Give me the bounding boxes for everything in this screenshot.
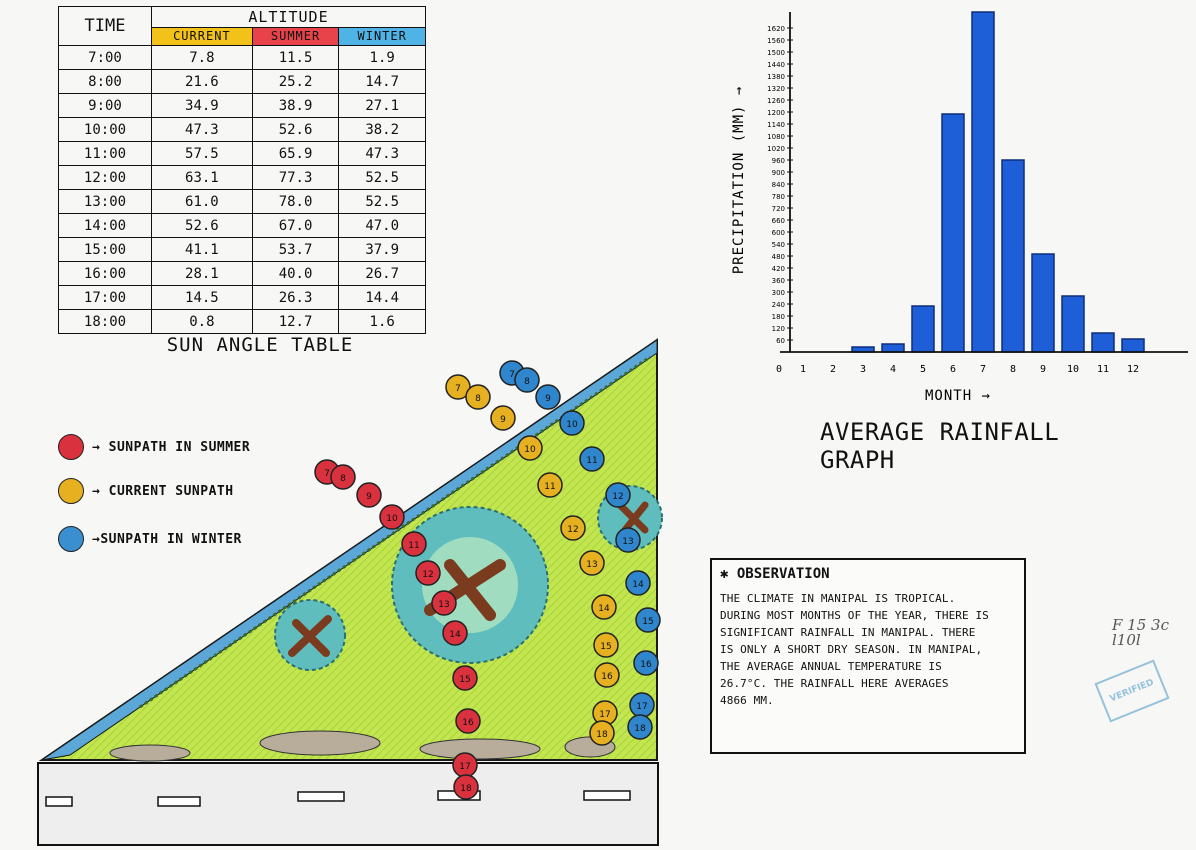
current-marker [580, 551, 604, 575]
table-row [59, 46, 426, 70]
cell-winter: 38.2 [339, 118, 426, 142]
winter-marker [560, 411, 584, 435]
x-tick-label: 10 [1066, 364, 1080, 375]
bar-month-6 [942, 114, 964, 352]
cell-time: 8:00 [59, 70, 152, 94]
current-marker-label: 16 [601, 672, 613, 682]
winter-marker [628, 715, 652, 739]
table-row [59, 310, 426, 334]
winter-marker-label: 11 [586, 456, 598, 466]
table-row [59, 166, 426, 190]
current-marker-label: 11 [544, 482, 556, 492]
y-tick-label: 360 [771, 277, 785, 285]
origin-label: 0 [776, 364, 783, 375]
legend-label: → CURRENT SUNPATH [92, 483, 234, 499]
bar-month-10 [1062, 296, 1084, 352]
bar-month-11 [1092, 333, 1114, 352]
y-tick-label: 420 [771, 265, 785, 273]
cell-current: 34.9 [152, 94, 253, 118]
y-tick-label: 660 [771, 217, 785, 225]
cell-time: 10:00 [59, 118, 152, 142]
current-marker-label: 12 [567, 525, 579, 535]
altitude-col-summer: SUMMER [252, 27, 339, 45]
cell-time: 15:00 [59, 238, 152, 262]
table-caption: SUN ANGLE TABLE [166, 334, 354, 356]
cell-winter: 52.5 [339, 166, 426, 190]
x-tick-label: 2 [829, 364, 837, 375]
winter-marker [536, 385, 560, 409]
cell-time: 13:00 [59, 190, 152, 214]
cell-summer: 77.3 [252, 166, 339, 190]
y-tick-label: 540 [771, 241, 785, 249]
observation-line: DURING MOST MONTHS OF THE YEAR, THERE IS [720, 609, 989, 622]
current-marker-label: 7 [455, 384, 461, 394]
y-tick-label: 240 [771, 301, 785, 309]
cell-winter: 37.9 [339, 238, 426, 262]
y-tick-label: 600 [771, 229, 785, 237]
cell-time: 17:00 [59, 286, 152, 310]
cell-summer: 12.7 [252, 310, 339, 334]
y-tick-label: 1200 [767, 109, 785, 117]
y-tick-label: 480 [771, 253, 785, 261]
summer-marker-label: 7 [324, 469, 330, 479]
x-tick-label: 9 [1039, 364, 1047, 375]
cell-winter: 52.5 [339, 190, 426, 214]
cell-current: 28.1 [152, 262, 253, 286]
current-marker [518, 436, 542, 460]
winter-marker-label: 15 [642, 617, 654, 627]
cell-time: 14:00 [59, 214, 152, 238]
x-tick-label: 12 [1126, 364, 1140, 375]
summer-marker [416, 561, 440, 585]
verified-stamp: VERIFIED [1094, 660, 1169, 723]
cell-current: 14.5 [152, 286, 253, 310]
altitude-col-winter: WINTER [339, 27, 426, 45]
table-row [59, 214, 426, 238]
current-marker-label: 8 [475, 394, 481, 404]
x-tick-label: 8 [1009, 364, 1017, 375]
bar-month-9 [1032, 254, 1054, 352]
observation-line: SIGNIFICANT RAINFALL IN MANIPAL. THERE [720, 626, 976, 639]
winter-marker [630, 693, 654, 717]
cell-time: 18:00 [59, 310, 152, 334]
cell-winter: 14.4 [339, 286, 426, 310]
cell-summer: 40.0 [252, 262, 339, 286]
summer-marker-label: 16 [462, 718, 474, 728]
y-tick-label: 900 [771, 169, 785, 177]
y-tick-label: 1620 [767, 25, 785, 33]
cell-winter: 14.7 [339, 70, 426, 94]
bar-month-7 [972, 12, 994, 352]
cell-winter: 1.9 [339, 46, 426, 70]
altitude-header: ALTITUDE [152, 7, 426, 28]
bar-month-4 [882, 344, 904, 352]
winter-marker-label: 9 [545, 394, 551, 404]
rainfall-chart [700, 0, 1196, 410]
bar-month-5 [912, 306, 934, 352]
y-tick-label: 1440 [767, 61, 785, 69]
summer-marker-label: 11 [408, 541, 420, 551]
summer-marker-label: 10 [386, 514, 398, 524]
legend-label: → SUNPATH IN SUMMER [92, 439, 251, 455]
cell-summer: 53.7 [252, 238, 339, 262]
sun-angle-table [58, 6, 426, 334]
table-row [59, 286, 426, 310]
winter-marker [580, 447, 604, 471]
summer-marker [456, 709, 480, 733]
y-tick-label: 780 [771, 193, 785, 201]
observation-body [720, 590, 1016, 709]
summer-marker [454, 775, 478, 799]
summer-marker-label: 17 [459, 762, 471, 772]
winter-marker-label: 7 [509, 370, 515, 380]
y-axis-label: PRECIPITATION (MM) → [731, 85, 747, 275]
cell-summer: 38.9 [252, 94, 339, 118]
current-marker-label: 18 [596, 730, 608, 740]
table-row [59, 190, 426, 214]
summer-marker-label: 14 [449, 630, 461, 640]
cell-current: 61.0 [152, 190, 253, 214]
x-tick-label: 6 [949, 364, 957, 375]
current-marker-label: 10 [524, 445, 536, 455]
y-tick-label: 1320 [767, 85, 785, 93]
current-marker [466, 385, 490, 409]
summer-marker [432, 591, 456, 615]
observation-line: 26.7°C. THE RAINFALL HERE AVERAGES [720, 677, 949, 690]
current-marker [590, 721, 614, 745]
winter-marker-label: 18 [634, 724, 646, 734]
summer-marker-label: 12 [422, 570, 434, 580]
summer-marker [453, 753, 477, 777]
cell-current: 21.6 [152, 70, 253, 94]
y-tick-label: 840 [771, 181, 785, 189]
x-tick-label: 1 [799, 364, 807, 375]
summer-marker [402, 532, 426, 556]
observation-line: THE AVERAGE ANNUAL TEMPERATURE IS [720, 660, 942, 673]
cell-current: 41.1 [152, 238, 253, 262]
current-marker-label: 13 [586, 560, 598, 570]
site-plan [30, 335, 670, 850]
winter-marker [606, 483, 630, 507]
cell-current: 57.5 [152, 142, 253, 166]
summer-marker [331, 465, 355, 489]
cell-current: 47.3 [152, 118, 253, 142]
cell-winter: 27.1 [339, 94, 426, 118]
x-tick-label: 5 [919, 364, 927, 375]
cell-current: 7.8 [152, 46, 253, 70]
winter-marker-label: 10 [566, 420, 578, 430]
y-tick-label: 300 [771, 289, 785, 297]
chart-title: AVERAGE RAINFALL GRAPH [820, 418, 1060, 474]
current-marker [595, 663, 619, 687]
road [38, 763, 658, 845]
winter-marker [626, 571, 650, 595]
current-marker-label: 17 [599, 710, 611, 720]
y-tick-label: 1500 [767, 49, 785, 57]
winter-marker [636, 608, 660, 632]
winter-marker-label: 13 [622, 537, 634, 547]
cell-summer: 67.0 [252, 214, 339, 238]
table-row [59, 118, 426, 142]
observation-heading: ✱ OBSERVATION [720, 566, 830, 582]
y-tick-label: 60 [776, 337, 785, 345]
x-tick-label: 11 [1096, 364, 1110, 375]
bar-month-8 [1002, 160, 1024, 352]
current-marker [491, 406, 515, 430]
table-row [59, 262, 426, 286]
x-tick-label: 7 [979, 364, 987, 375]
y-tick-label: 180 [771, 313, 785, 321]
table-row [59, 142, 426, 166]
observation-box [710, 558, 1026, 754]
y-tick-label: 1020 [767, 145, 785, 153]
winter-marker [616, 528, 640, 552]
current-marker [538, 473, 562, 497]
summer-marker-label: 15 [459, 675, 471, 685]
table-row [59, 94, 426, 118]
y-tick-label: 1260 [767, 97, 785, 105]
current-marker [594, 633, 618, 657]
cell-summer: 26.3 [252, 286, 339, 310]
cell-summer: 25.2 [252, 70, 339, 94]
bar-month-12 [1122, 339, 1144, 352]
y-tick-label: 720 [771, 205, 785, 213]
summer-marker [443, 621, 467, 645]
summer-marker-label: 18 [460, 784, 472, 794]
y-tick-label: 1560 [767, 37, 785, 45]
summer-marker-label: 13 [438, 600, 450, 610]
x-tick-label: 3 [859, 364, 867, 375]
x-tick-label: 4 [889, 364, 897, 375]
y-tick-label: 120 [771, 325, 785, 333]
y-tick-label: 1080 [767, 133, 785, 141]
table-row [59, 238, 426, 262]
time-header: TIME [59, 7, 152, 46]
cell-summer: 65.9 [252, 142, 339, 166]
current-marker-label: 9 [500, 415, 506, 425]
current-marker-label: 15 [600, 642, 612, 652]
cell-winter: 47.0 [339, 214, 426, 238]
cell-time: 16:00 [59, 262, 152, 286]
cell-winter: 47.3 [339, 142, 426, 166]
current-marker [561, 516, 585, 540]
table-row [59, 70, 426, 94]
winter-marker [634, 651, 658, 675]
observation-line: 4866 MM. [720, 694, 774, 707]
cell-summer: 11.5 [252, 46, 339, 70]
cell-time: 12:00 [59, 166, 152, 190]
cell-winter: 1.6 [339, 310, 426, 334]
summer-marker [453, 666, 477, 690]
observation-line: IS ONLY A SHORT DRY SEASON. IN MANIPAL, [720, 643, 983, 656]
cell-current: 52.6 [152, 214, 253, 238]
summer-marker [357, 483, 381, 507]
summer-marker-label: 8 [340, 474, 346, 484]
x-axis-label: MONTH → [924, 388, 992, 404]
summer-marker [380, 505, 404, 529]
winter-marker-label: 16 [640, 660, 652, 670]
y-tick-label: 1380 [767, 73, 785, 81]
cell-summer: 52.6 [252, 118, 339, 142]
handwritten-signature: F 15 3c l10l [1112, 616, 1169, 649]
legend-label: →SUNPATH IN WINTER [92, 531, 242, 547]
summer-marker-label: 9 [366, 492, 372, 502]
cell-current: 0.8 [152, 310, 253, 334]
winter-marker-label: 12 [612, 492, 624, 502]
cell-time: 11:00 [59, 142, 152, 166]
cell-time: 9:00 [59, 94, 152, 118]
altitude-col-current: CURRENT [152, 27, 253, 45]
observation-line: THE CLIMATE IN MANIPAL IS TROPICAL. [720, 592, 956, 605]
current-marker [592, 595, 616, 619]
winter-marker-label: 14 [632, 580, 644, 590]
winter-marker-label: 8 [524, 377, 530, 387]
cell-current: 63.1 [152, 166, 253, 190]
winter-marker-label: 17 [636, 702, 648, 712]
y-tick-label: 1140 [767, 121, 785, 129]
cell-winter: 26.7 [339, 262, 426, 286]
cell-summer: 78.0 [252, 190, 339, 214]
current-marker-label: 14 [598, 604, 610, 614]
cell-time: 7:00 [59, 46, 152, 70]
winter-marker [515, 368, 539, 392]
y-tick-label: 960 [771, 157, 785, 165]
